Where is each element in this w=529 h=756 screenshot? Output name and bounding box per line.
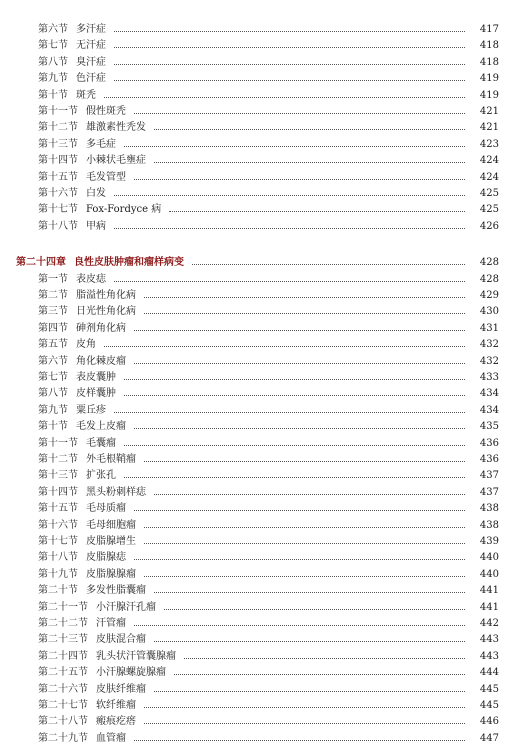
toc-section-row[interactable] (0, 71, 529, 87)
dot-leader (134, 510, 465, 511)
section-title: 砷剂角化病 (76, 322, 126, 334)
page-number: 425 (479, 204, 499, 216)
section-title: 皮肤混合瘤 (96, 634, 146, 646)
toc-section-row[interactable] (0, 219, 529, 235)
toc-section-row[interactable] (0, 419, 529, 435)
dot-leader (114, 281, 465, 282)
section-number: 第七节 (38, 372, 68, 383)
section-number: 第三节 (38, 306, 68, 318)
dot-leader (124, 395, 465, 396)
section-number: 第二十一节 (38, 601, 88, 613)
section-title: Fox-Fordyce 病 (86, 204, 162, 216)
section-title: 日光性角化病 (76, 306, 136, 318)
page-number: 442 (479, 618, 499, 629)
section-title: 臭汗症 (76, 56, 106, 68)
toc-section-row[interactable] (0, 649, 529, 665)
toc-section-row[interactable] (0, 22, 529, 38)
section-number: 第二十三节 (38, 634, 88, 646)
toc-section-row[interactable] (0, 370, 529, 386)
toc-section-row[interactable] (0, 272, 529, 288)
section-title: 扩张孔 (86, 470, 116, 482)
dot-leader (114, 80, 465, 81)
page-number: 439 (479, 536, 499, 547)
toc-section-row[interactable] (0, 137, 529, 153)
toc-section-row[interactable] (0, 104, 529, 120)
section-title: 毛发管型 (86, 171, 126, 183)
section-title: 毛囊瘤 (86, 437, 116, 449)
dot-leader (154, 129, 465, 130)
page-number: 438 (479, 519, 499, 531)
section-title: 脂溢性角化病 (76, 290, 136, 301)
section-number: 第十三节 (38, 138, 78, 150)
toc-section-row[interactable] (0, 304, 529, 320)
section-title: 多毛症 (86, 138, 116, 150)
section-number: 第十九节 (38, 568, 78, 580)
section-number: 第十一节 (38, 437, 78, 449)
dot-leader (134, 179, 465, 180)
dot-leader (124, 477, 465, 478)
section-title: 外毛根鞘瘤 (86, 454, 136, 465)
dot-leader (144, 461, 465, 462)
page-number: 428 (479, 257, 499, 269)
page-number: 423 (479, 138, 499, 150)
dot-leader (104, 346, 465, 347)
section-title: 粟丘疹 (76, 404, 106, 416)
toc-section-row[interactable] (0, 501, 529, 517)
page-number: 434 (479, 404, 499, 416)
chapter-number: 第二十四章 (16, 257, 66, 269)
section-number: 第二十二节 (38, 618, 88, 629)
dot-leader (134, 559, 465, 560)
section-title: 黑头粉刺样痣 (86, 486, 146, 498)
dot-leader (144, 707, 465, 708)
dot-leader (144, 543, 465, 544)
toc-section-row[interactable] (0, 698, 529, 714)
page-number: 443 (479, 634, 499, 646)
toc-section-row[interactable] (0, 600, 529, 616)
section-title: 多汗症 (76, 24, 106, 35)
page-number: 430 (479, 306, 499, 318)
section-number: 第六节 (38, 24, 68, 35)
section-title: 皮脂腺增生 (86, 536, 136, 547)
dot-leader (169, 211, 465, 212)
section-number: 第二十四节 (38, 650, 88, 662)
page-number: 436 (479, 437, 499, 449)
toc-section-row[interactable] (0, 632, 529, 648)
section-title: 汗管瘤 (96, 618, 126, 629)
dot-leader (144, 576, 465, 577)
page-number: 435 (479, 421, 499, 433)
chapter-title: 良性皮肤肿瘤和瘤样病变 (74, 257, 184, 269)
page-number: 418 (479, 40, 499, 52)
section-title: 小棘状毛壅症 (86, 155, 146, 167)
dot-leader (154, 592, 465, 593)
dot-leader (114, 195, 465, 196)
section-number: 第五节 (38, 339, 68, 351)
section-number: 第十二节 (38, 454, 78, 465)
page-number: 445 (479, 700, 499, 711)
section-number: 第八节 (38, 56, 68, 68)
page-number: 425 (479, 188, 499, 199)
page-number: 441 (479, 601, 499, 613)
page-number: 431 (479, 322, 499, 334)
section-title: 皮脂腺腺瘤 (86, 568, 136, 580)
section-title: 角化棘皮瘤 (76, 355, 126, 367)
section-title: 血管瘤 (96, 732, 126, 744)
section-number: 第二节 (38, 290, 68, 301)
section-title: 皮角 (76, 339, 96, 351)
dot-leader (134, 113, 465, 114)
section-number: 第十二节 (38, 122, 78, 134)
section-number: 第七节 (38, 40, 68, 52)
dot-leader (114, 47, 465, 48)
dot-leader (154, 162, 465, 163)
toc-section-row[interactable] (0, 288, 529, 304)
dot-leader (134, 363, 465, 364)
section-title: 小汗腺汗孔瘤 (96, 601, 156, 613)
section-title: 乳头状汗管囊腺瘤 (96, 650, 176, 662)
page-number: 428 (479, 273, 499, 285)
toc-section-row[interactable] (0, 120, 529, 136)
dot-leader (192, 264, 465, 265)
dot-leader (144, 527, 465, 528)
page-number: 432 (479, 339, 499, 351)
toc-section-row[interactable] (0, 550, 529, 566)
dot-leader (154, 494, 465, 495)
toc-section-row[interactable] (0, 616, 529, 632)
section-number: 第十七节 (38, 204, 78, 216)
section-number: 第十四节 (38, 486, 78, 498)
toc-section-row[interactable] (0, 518, 529, 534)
dot-leader (134, 428, 465, 429)
dot-leader (114, 412, 465, 413)
section-title: 皮样囊肿 (76, 388, 116, 400)
section-number: 第十节 (38, 89, 68, 101)
section-title: 表皮囊肿 (76, 372, 116, 383)
toc-section-row[interactable] (0, 88, 529, 104)
section-title: 软纤维瘤 (96, 700, 136, 711)
toc-section-row[interactable] (0, 337, 529, 353)
section-title: 表皮痣 (76, 273, 106, 285)
toc-section-row[interactable] (0, 386, 529, 402)
toc-section-row[interactable] (0, 403, 529, 419)
toc-section-row[interactable] (0, 436, 529, 452)
section-number: 第二十六节 (38, 683, 88, 695)
section-title: 皮肤纤维瘤 (96, 683, 146, 695)
section-title: 假性斑秃 (86, 106, 126, 117)
dot-leader (114, 64, 465, 65)
dot-leader (124, 379, 465, 380)
dot-leader (124, 146, 465, 147)
page-number: 437 (479, 486, 499, 498)
toc-section-row[interactable] (0, 583, 529, 599)
page-number: 445 (479, 683, 499, 695)
toc-section-row[interactable] (0, 714, 529, 730)
section-title: 甲病 (86, 220, 106, 232)
page-number: 436 (479, 454, 499, 465)
page-number: 424 (479, 155, 499, 167)
dot-leader (154, 641, 465, 642)
toc-section-row[interactable] (0, 567, 529, 583)
section-number: 第十八节 (38, 220, 78, 232)
section-number: 第二十五节 (38, 667, 88, 679)
page-number: 433 (479, 372, 499, 383)
section-number: 第十一节 (38, 106, 78, 117)
section-title: 毛母质瘤 (86, 503, 126, 515)
dot-leader (114, 228, 465, 229)
page-number: 441 (479, 585, 499, 597)
toc-section-row[interactable] (0, 682, 529, 698)
dot-leader (144, 297, 465, 298)
toc-section-row[interactable] (0, 534, 529, 550)
page-number: 424 (479, 171, 499, 183)
page-number: 440 (479, 568, 499, 580)
page-number: 429 (479, 290, 499, 301)
toc-section-row[interactable] (0, 170, 529, 186)
section-number: 第十三节 (38, 470, 78, 482)
section-title: 白发 (86, 188, 106, 199)
section-number: 第九节 (38, 404, 68, 416)
page-number: 432 (479, 355, 499, 367)
toc-chapter-row[interactable] (0, 255, 529, 271)
dot-leader (144, 723, 465, 724)
section-number: 第二十七节 (38, 700, 88, 711)
section-number: 第十六节 (38, 519, 78, 531)
page-number: 417 (479, 24, 499, 35)
toc-section-row[interactable] (0, 468, 529, 484)
page-number: 447 (479, 732, 499, 744)
section-title: 毛母细胞瘤 (86, 519, 136, 531)
section-number: 第八节 (38, 388, 68, 400)
section-title: 皮脂腺痣 (86, 552, 126, 564)
toc-section-row[interactable] (0, 202, 529, 218)
section-number: 第二十节 (38, 585, 78, 597)
section-number: 第十五节 (38, 171, 78, 183)
page-number: 434 (479, 388, 499, 400)
section-number: 第一节 (38, 273, 68, 285)
section-number: 第二十九节 (38, 732, 88, 744)
dot-leader (134, 330, 465, 331)
page-number: 437 (479, 470, 499, 482)
dot-leader (164, 609, 465, 610)
page-number: 426 (479, 220, 499, 232)
page-number: 443 (479, 650, 499, 662)
page-number: 446 (479, 716, 499, 728)
section-number: 第二十八节 (38, 716, 88, 728)
toc-section-row[interactable] (0, 153, 529, 169)
section-number: 第十八节 (38, 552, 78, 564)
toc-section-row[interactable] (0, 321, 529, 337)
dot-leader (134, 740, 465, 741)
dot-leader (134, 625, 465, 626)
page-number: 419 (479, 89, 499, 101)
page-number: 438 (479, 503, 499, 515)
section-number: 第六节 (38, 355, 68, 367)
toc-section-row[interactable] (0, 665, 529, 681)
toc-section-row[interactable] (0, 55, 529, 71)
dot-leader (114, 31, 465, 32)
page-number: 440 (479, 552, 499, 564)
section-title: 斑秃 (76, 89, 96, 101)
dot-leader (184, 658, 465, 659)
toc-section-row[interactable] (0, 38, 529, 54)
section-number: 第十五节 (38, 503, 78, 515)
section-number: 第九节 (38, 73, 68, 85)
section-title: 无汗症 (76, 40, 106, 52)
page-number: 444 (479, 667, 499, 679)
section-title: 毛发上皮瘤 (76, 421, 126, 433)
section-title: 雄激素性秃发 (86, 122, 146, 134)
section-title: 色汗症 (76, 73, 106, 85)
dot-leader (174, 674, 465, 675)
toc-section-row[interactable] (0, 485, 529, 501)
section-number: 第十六节 (38, 188, 78, 199)
toc-section-row[interactable] (0, 452, 529, 468)
toc-section-row[interactable] (0, 186, 529, 202)
page-number: 419 (479, 73, 499, 85)
toc-section-row[interactable] (0, 354, 529, 370)
page-number: 421 (479, 106, 499, 117)
dot-leader (124, 445, 465, 446)
dot-leader (104, 97, 465, 98)
page-number: 418 (479, 56, 499, 68)
section-number: 第十节 (38, 421, 68, 433)
toc-section-row[interactable] (0, 731, 529, 747)
page-number: 421 (479, 122, 499, 134)
section-number: 第十四节 (38, 155, 78, 167)
section-title: 瘢痕疙瘩 (96, 716, 136, 728)
section-number: 第四节 (38, 322, 68, 334)
section-number: 第十七节 (38, 536, 78, 547)
dot-leader (154, 691, 465, 692)
section-title: 小汗腺螺旋腺瘤 (96, 667, 166, 679)
dot-leader (144, 313, 465, 314)
section-title: 多发性脂囊瘤 (86, 585, 146, 597)
